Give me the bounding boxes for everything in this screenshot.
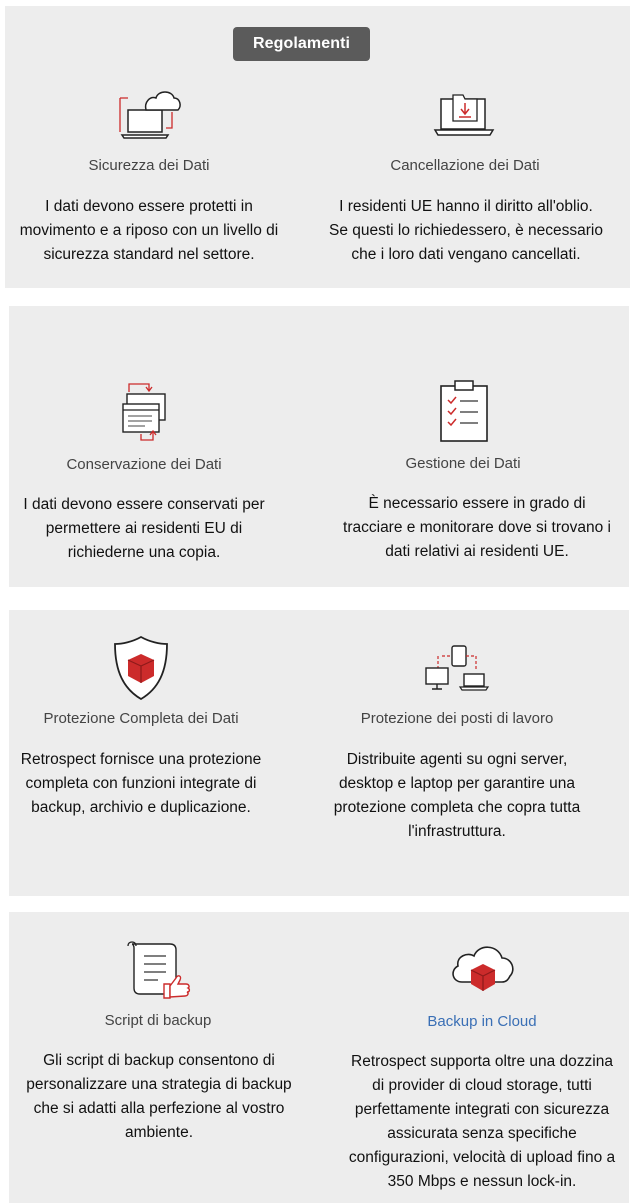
card-desc-data-management: È necessario essere in grado di tracciare e monitorare dove si trovano i dati relativi ai residenti UE. bbox=[343, 495, 611, 560]
card-title-data-security: Sicurezza dei Dati bbox=[88, 157, 210, 174]
laptop-cloud-icon bbox=[116, 88, 184, 145]
card-desc-backup-scripts: Gli script di backup consentono di personalizzare una strategia di backup che si adatti alla perfezione al vostro ambiente. bbox=[26, 1052, 292, 1141]
card-title-complete-protection: Protezione Completa dei Dati bbox=[43, 710, 239, 727]
card-desc-workplace-protection: Distribuite agenti su ogni server, desktop e laptop per garantire una protezione completa che copra tutta l'infrastruttura. bbox=[333, 751, 581, 840]
data-retention-icon bbox=[119, 380, 169, 451]
card-title-data-management: Gestione dei Dati bbox=[405, 455, 521, 472]
card-desc-data-deletion: I residenti UE hanno il diritto all'oblio. Se questi lo richiedessero, è necessario che i loro dati vengano cancellati. bbox=[329, 198, 603, 263]
card-desc-data-security: I dati devono essere protetti in movimento e a riposo con un livello di sicurezza standard nel settore. bbox=[19, 198, 279, 263]
card-desc-complete-protection: Retrospect fornisce una protezione completa con funzioni integrate di backup, archivio e duplicazione. bbox=[20, 751, 262, 816]
clipboard-checklist-icon bbox=[438, 380, 490, 449]
cloud-cube-icon bbox=[448, 940, 518, 1001]
shield-cube-icon bbox=[112, 634, 170, 707]
script-thumbs-up-icon bbox=[126, 940, 192, 1005]
card-title-data-deletion: Cancellazione dei Dati bbox=[390, 157, 540, 174]
card-title-cloud-backup[interactable]: Backup in Cloud bbox=[427, 1013, 537, 1030]
laptop-delete-icon bbox=[433, 89, 495, 144]
regulations-badge: Regolamenti bbox=[233, 27, 370, 61]
card-title-workplace-protection: Protezione dei posti di lavoro bbox=[360, 710, 554, 727]
card-desc-cloud-backup: Retrospect supporta oltre una dozzina di provider di cloud storage, tutti perfettamente integrati con sicurezza assicurata senza specifiche configurazioni, velocità di upload fino a 350 Mbps e nessun lock-in. bbox=[348, 1053, 616, 1190]
card-title-data-retention: Conservazione dei Dati bbox=[66, 456, 222, 473]
card-title-backup-scripts: Script di backup bbox=[104, 1012, 212, 1029]
devices-network-icon bbox=[424, 644, 490, 697]
card-desc-data-retention: I dati devono essere conservati per permettere ai residenti EU di richiederne una copia. bbox=[23, 496, 265, 561]
